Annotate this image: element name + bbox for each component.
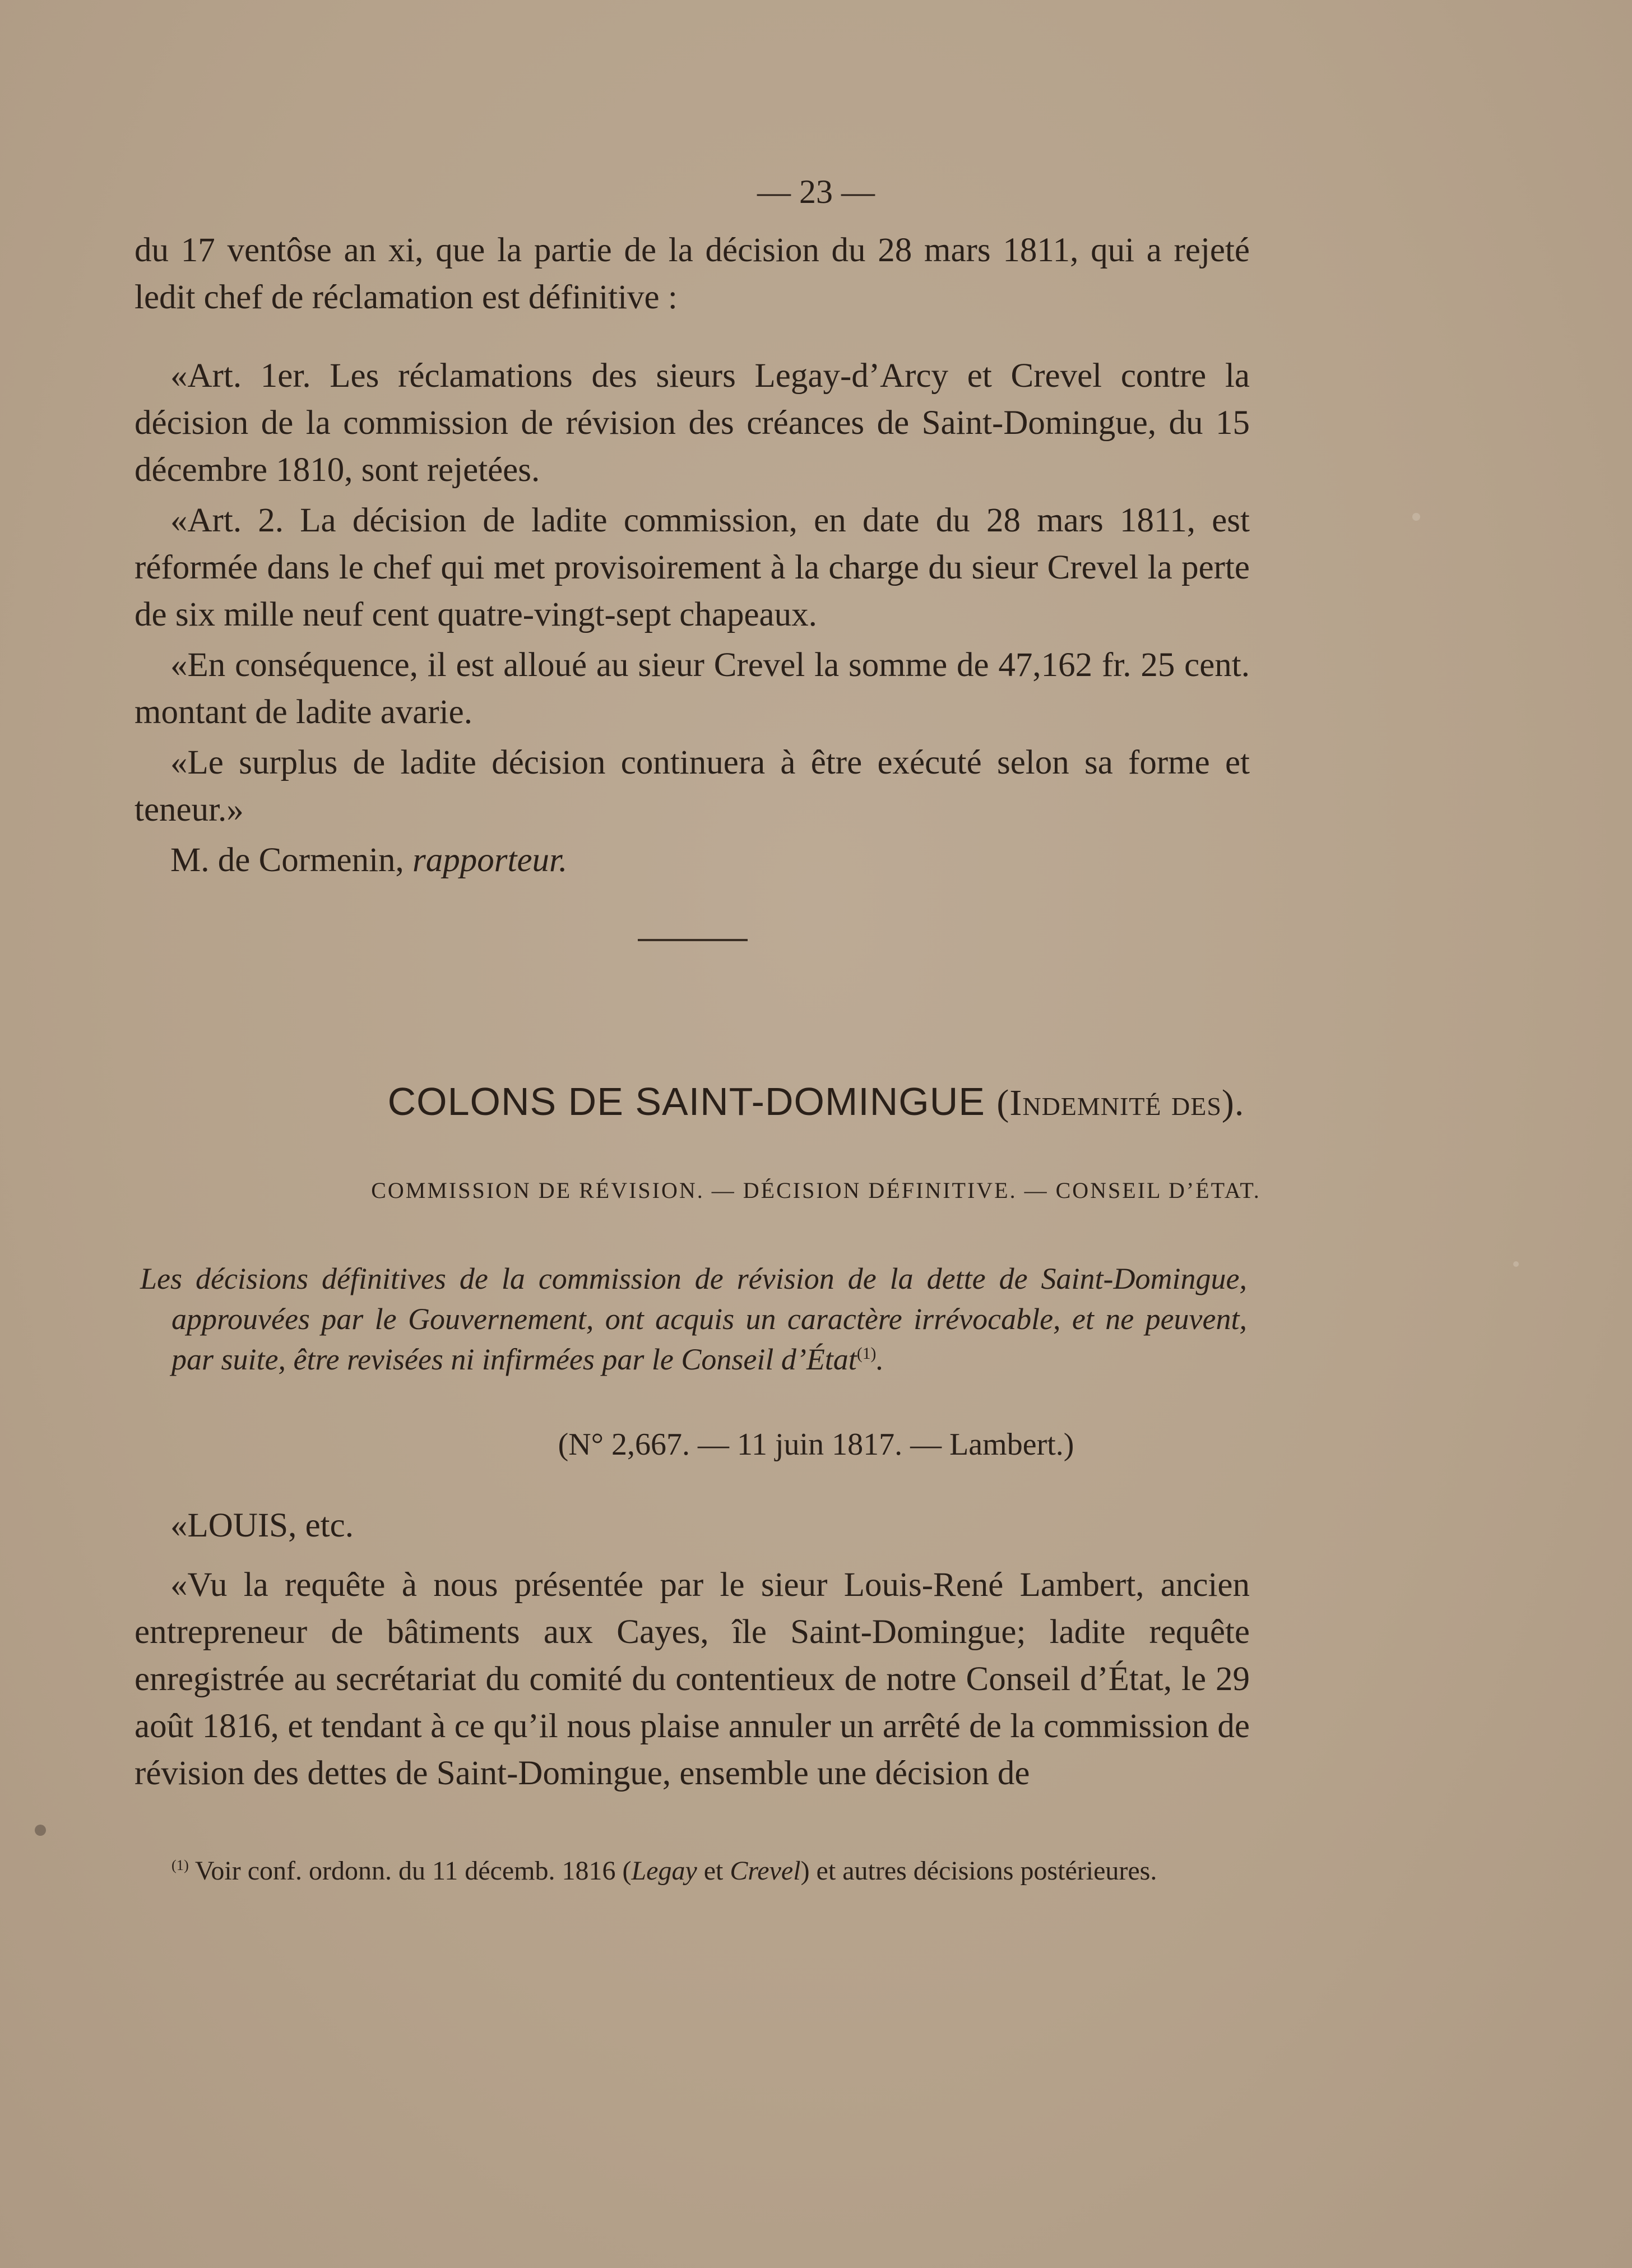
footnote-text-legay: Legay [631,1856,697,1886]
surplus-paragraph: «Le surplus de ladite décision continuera à être exécuté selon sa forme et teneur.» [135,744,1250,828]
footnote-text-b: et [697,1856,730,1886]
section-subheading: COMMISSION DE RÉVISION. — DÉCISION DÉFINITIVE. — CONSEIL D’ÉTAT. [371,1178,1261,1203]
article-2-paragraph: «Art. 2. La décision de ladite commission, en date du 28 mars 1811, est réformée dans le chef qui met provisoirement à la charge du sieur Crevel la perte de six mille neuf cent quatre-vingt-sept chapeaux. [135,502,1250,633]
summary-text: Les décisions définitives de la commission de révision de la dette de Saint-Domingue, approuvées par le Gouvernement, ont acquis un caractère irrévocable, et ne peuvent, par suite, être revisées ni infirmées par le Conseil d’État [140,1262,1247,1376]
continuation-paragraph: du 17 ventôse an xi, que la partie de la décision du 28 mars 1811, qui a rejeté ledit chef de réclamation est définitive : [135,232,1250,316]
footnote-text-crevel: Crevel [730,1856,801,1886]
footnote-text-a: Voir conf. ordonn. du 11 décemb. 1816 ( [188,1856,632,1886]
rapporteur-line [135,837,1250,884]
footnote-marker: (1) [171,1857,189,1873]
footnote-text-c: ) et autres décisions postérieures. [800,1856,1157,1886]
rapporteur-role: rapporteur. [412,841,568,879]
section-title-main: COLONS DE SAINT-DOMINGUE [387,1080,997,1123]
section-divider [638,939,748,941]
section-title-sub: (Indemnité des). [996,1082,1245,1123]
section-title [0,1079,1632,1124]
vu-paragraph: «Vu la requête à nous présentée par le sieur Louis-René Lambert, ancien entrepreneur de bâtiments aux Cayes, île Saint-Domingue; ladite requête enregistrée au secrétariat du comité du contentieux de notre Conseil d’État, le 29 août 1816, et tendant à ce qu’il nous plaise annuler un arrêté de la commission de révision des dettes de Saint-Domingue, ensemble une décision de [135,1566,1250,1792]
decision-text-block [135,227,1250,884]
paper-speck [35,1825,46,1836]
footnote [140,1853,1247,1890]
rapporteur-name: M. de Cormenin, [170,841,413,879]
article-1-paragraph: «Art. 1er. Les réclamations des sieurs Legay-d’Arcy et Crevel contre la décision de la commission de révision des créances de Saint-Domingue, du 15 décembre 1810, sont rejetées. [135,357,1250,489]
paper-speck [1513,1261,1519,1267]
ordinance-text-block [135,1502,1250,1797]
summary-footnote-marker: (1) [856,1345,877,1363]
consequence-paragraph: «En conséquence, il est alloué au sieur Crevel la somme de 47,162 fr. 25 cent. montant de ladite avarie. [135,646,1250,731]
case-reference: (N° 2,667. — 11 juin 1817. — Lambert.) [558,1427,1074,1462]
summary-end: . [876,1343,884,1376]
summary-paragraph [140,1258,1247,1380]
louis-paragraph: «LOUIS, etc. [170,1507,354,1544]
page-number: — 23 — [757,173,875,210]
paper-speck [1412,513,1420,521]
